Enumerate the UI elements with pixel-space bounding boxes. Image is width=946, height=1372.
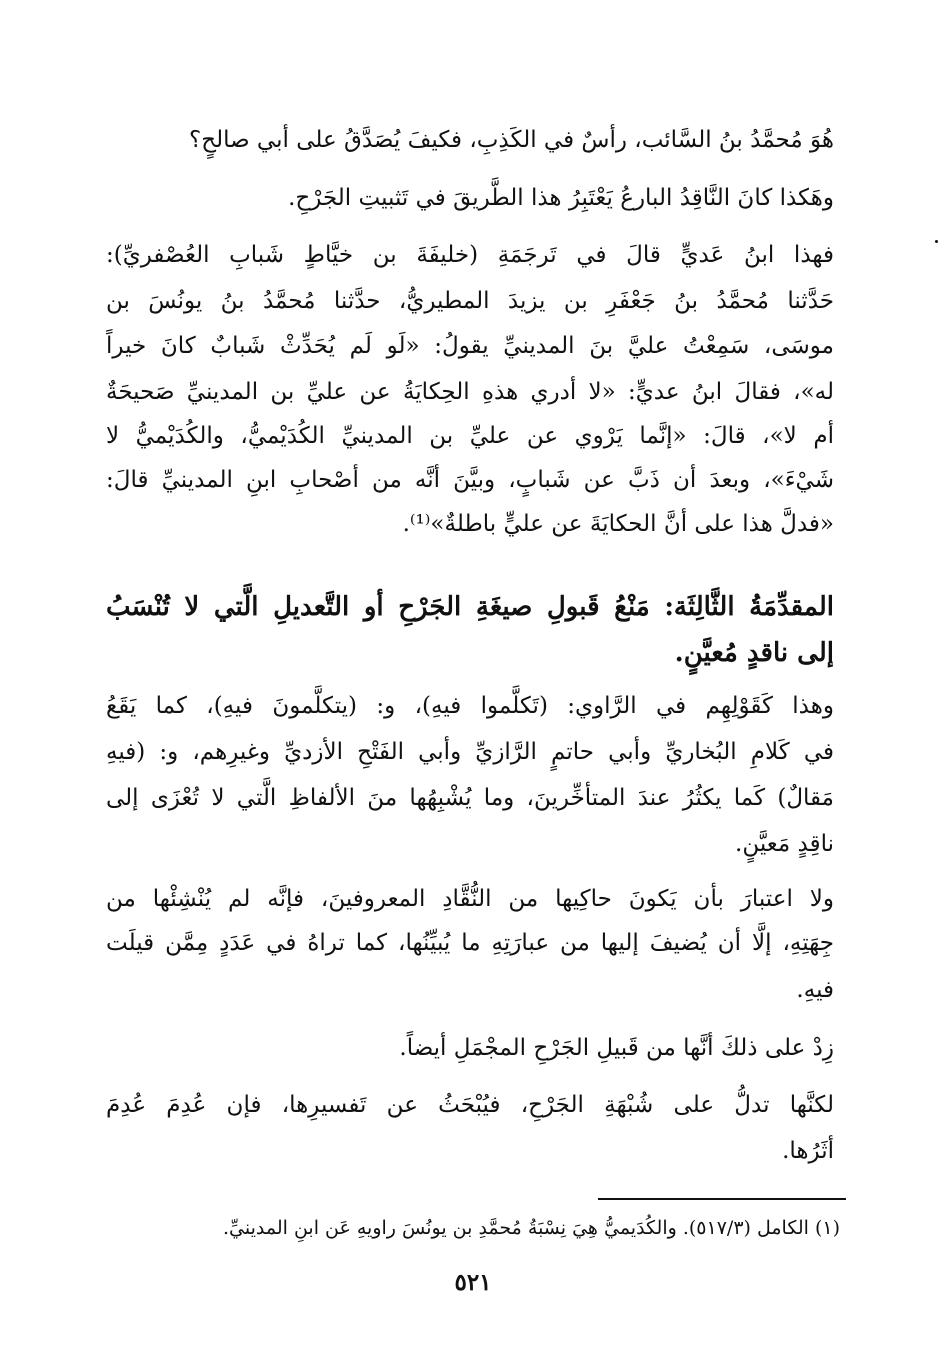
body-line: أثَرُها. bbox=[782, 1138, 834, 1164]
body-line: فهذا ابنُ عَديٍّ قالَ في تَرجَمَةِ (خليفَةَ بن خيَّاطٍ شَبابِ العُصْفريِّ): bbox=[106, 242, 834, 268]
body-line: ولا اعتبارَ بأن يَكونَ حاكِيها من النُّقَّادِ المعروفينَ، فإنَّه لم يُنْشِئْها من bbox=[106, 886, 834, 912]
section-heading: إلى ناقدٍ مُعيَّنٍ. bbox=[674, 638, 834, 668]
body-line: مَقالٌ) كَما يكثُرُ عندَ المتأخِّرينَ، وما يُشْبِهُها منَ الألفاظِ الَّتي لا تُعْزَى إلى bbox=[106, 785, 834, 811]
body-line: وهذا كَقَوْلِهِم في الرَّاوي: (تَكلَّموا فيهِ)، و: (يتكلَّمونَ فيهِ)، كما يَقَعُ bbox=[106, 693, 834, 719]
body-line: أم لا»، قالَ: «إنَّما يَرْوي عن عليِّ بن المدينيِّ الكُدَيْميُّ، والكُدَيْميُّ لا bbox=[106, 423, 834, 449]
body-line: في كَلامِ البُخاريِّ وأبي حاتمٍ الرَّازيِّ وأبي الفَتْحِ الأزديِّ وغيرِهم، و: (فيهِ bbox=[106, 739, 834, 765]
body-line: جِهَتِهِ، إلَّا أن يُضيفَ إليها من عبارَتِهِ ما يُبيِّنُها، كما تراهُ في عَدَدٍ مِمَّن قيلَت bbox=[106, 930, 834, 956]
footnote: (١) الكامل (٥١٧/٣). والكُدَيميُّ هِيَ نِسْبَةُ مُحمَّدِ بن يونُسَ راويهِ عَن ابنِ المدينيِّ. bbox=[222, 1217, 840, 1239]
body-line: هُوَ مُحمَّدُ بنُ السَّائب، رأسٌ في الكَذِبِ، فكيفَ يُصَدَّقُ على أبي صالحٍ؟ bbox=[189, 127, 834, 153]
scan-speck bbox=[935, 240, 938, 243]
body-line: لكنَّها تدلُّ على شُبْهَةِ الجَرْحِ، فيُبْحَثُ عن تَفسيرِها، فإن عُدِمَ عُدِمَ bbox=[106, 1092, 834, 1118]
body-line: فيهِ. bbox=[796, 977, 834, 1003]
body-line: وهَكذا كانَ النَّاقِدُ البارعُ يَعْتَبِرُ هذا الطَّريقَ في تَثبيتِ الجَرْحِ. bbox=[288, 185, 834, 211]
body-line: له»، فقالَ ابنُ عديٍّ: «لا أدري هذهِ الحِكايَةُ عن عليِّ بن المدينيِّ صَحيحَةٌ bbox=[106, 379, 834, 405]
page-number: ٥٢١ bbox=[454, 1269, 492, 1296]
body-line: حَدَّثنا مُحمَّدُ بنُ جَعْفَرِ بن يزيدَ المطيريُّ، حدَّثنا مُحمَّدُ بنُ يونُسَ بن bbox=[106, 288, 834, 314]
section-heading: المقدِّمَةُ الثَّالِثَة: مَنْعُ قَبولِ صيغَةِ الجَرْحِ أو التَّعديلِ الَّتي لا تُنْسَبُ bbox=[106, 592, 834, 622]
footnote-divider bbox=[598, 1198, 846, 1200]
body-line: موسَى، سَمِعْتُ عليَّ بنَ المدينيِّ يقولُ: «لَو لَم يُحَدِّثْ شَبابٌ كانَ خيراً bbox=[106, 333, 834, 359]
body-line: ناقِدٍ مَعيَّنٍ. bbox=[735, 831, 834, 857]
body-line: «فدلَّ هذا على أنَّ الحكايَةَ عن عليٍّ باطلةٌ»⁽¹⁾. bbox=[402, 511, 834, 537]
body-line: زِدْ على ذلكَ أنَّها من قَبيلِ الجَرْحِ المجْمَلِ أيضاً. bbox=[399, 1035, 834, 1061]
body-line: شَيْءَ»، وبعدَ أن ذَبَّ عن شَبابٍ، وبيَّنَ أنَّه من أصْحابِ ابنِ المدينيِّ قالَ: bbox=[106, 467, 834, 493]
